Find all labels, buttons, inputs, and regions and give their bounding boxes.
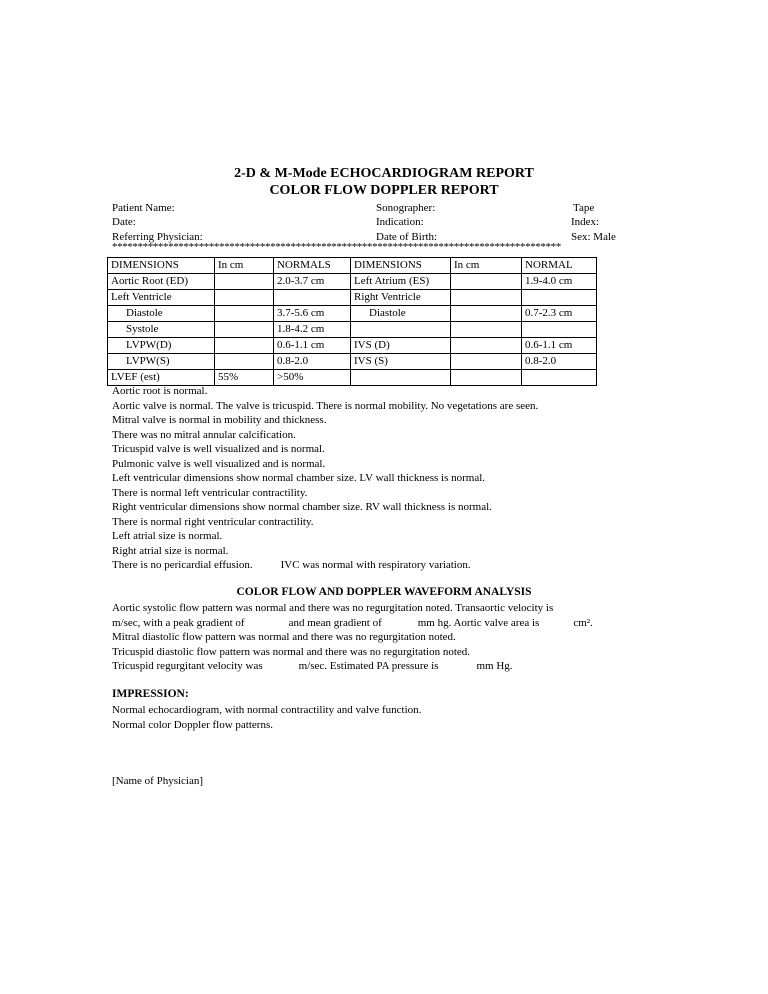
impression-heading: IMPRESSION: [112,688,189,700]
table-header-cell: DIMENSIONS [108,258,215,274]
sex-label: Sex: Male [571,231,616,243]
doppler-text: and mean gradient of [288,616,382,629]
doppler-text: cm². [573,616,593,629]
impression-line: Normal echocardiogram, with normal contractility and valve function. [112,704,422,716]
table-cell: 0.6-1.1 cm [522,338,597,354]
table-cell [522,322,597,338]
table-cell: LVPW(S) [108,354,215,370]
table-cell [451,274,522,290]
doppler-text: Tricuspid regurgitant velocity was [112,660,263,672]
table-row [108,274,597,290]
pericardial-finding: There is no pericardial effusion. [112,559,253,571]
table-cell [215,354,274,370]
table-row [108,306,597,322]
table-cell: Left Ventricle [108,290,215,306]
doppler-line: Tricuspid diastolic flow pattern was normal and there was no regurgitation noted. [112,645,471,658]
table-cell [215,322,274,338]
physician-signature: [Name of Physician] [112,775,204,787]
table-cell: 0.6-1.1 cm [274,338,351,354]
table-cell [451,306,522,322]
doppler-line [112,659,672,674]
doppler-section-heading: COLOR FLOW AND DOPPLER WAVEFORM ANALYSIS [236,586,532,598]
finding-line: Aortic root is normal. [112,385,208,397]
table-cell [351,322,451,338]
table-header-cell: NORMALS [274,258,351,274]
finding-line: There was no mitral annular calcification. [112,428,296,441]
table-cell: 55% [215,370,274,386]
date-label: Date: [112,216,136,228]
sonographer-label: Sonographer: [376,202,436,214]
table-row [108,354,597,370]
table-cell [451,322,522,338]
table-row [108,290,597,306]
table-cell: 3.7-5.6 cm [274,306,351,322]
ivc-finding: IVC was normal with respiratory variation. [280,559,471,571]
indication-label: Indication: [376,216,424,228]
table-cell [522,290,597,306]
table-cell [215,306,274,322]
table-row [108,338,597,354]
finding-line: Aortic valve is normal. The valve is tricuspid. There is normal mobility. No vegetations are seen. [112,399,539,412]
table-cell [274,290,351,306]
table-cell: LVPW(D) [108,338,215,354]
doppler-line: Mitral diastolic flow pattern was normal and there was no regurgitation noted. [112,631,456,643]
doppler-line: Aortic systolic flow pattern was normal and there was no regurgitation noted. Transaortic velocity is [112,602,554,614]
table-cell [215,290,274,306]
doppler-findings [112,601,672,674]
table-cell: Diastole [351,306,451,322]
table-header-cell: In cm [451,258,522,274]
separator-stars: **************************************************************************************** [112,241,561,253]
date-of-birth-label: Date of Birth: [376,231,438,243]
finding-line: Right atrial size is normal. [112,544,229,557]
report-title: 2-D & M-Mode ECHOCARDIOGRAM REPORT [234,166,534,181]
table-cell: 2.0-3.7 cm [274,274,351,290]
dimensions-table [107,257,597,386]
table-cell [215,338,274,354]
finding-line: Left ventricular dimensions show normal chamber size. LV wall thickness is normal. [112,472,486,484]
table-cell: IVS (S) [351,354,451,370]
table-cell: 0.7-2.3 cm [522,306,597,322]
table-cell: 0.8-2.0 [274,354,351,370]
finding-line: Tricuspid valve is well visualized and is normal. [112,443,325,455]
table-cell: IVS (D) [351,338,451,354]
table-cell: Right Ventricle [351,290,451,306]
table-cell: 1.9-4.0 cm [522,274,597,290]
finding-line-last [112,558,538,573]
patient-name-label: Patient Name: [112,202,175,214]
tape-label: Tape [573,202,595,214]
finding-line: Left atrial size is normal. [112,530,223,542]
doppler-line [112,616,672,631]
index-label: Index: [571,216,600,228]
table-cell: >50% [274,370,351,386]
referring-physician-label: Referring Physician: [112,231,203,243]
doppler-text: mm hg. Aortic valve area is [417,616,540,629]
table-cell [451,338,522,354]
table-cell [451,290,522,306]
table-cell: Aortic Root (ED) [108,274,215,290]
table-header-cell: In cm [215,258,274,274]
finding-line: There is normal left ventricular contractility. [112,486,308,499]
doppler-text: m/sec, with a peak gradient of [112,616,245,629]
report-subtitle: COLOR FLOW DOPPLER REPORT [269,183,499,198]
finding-line: There is normal right ventricular contractility. [112,515,314,528]
table-cell [215,274,274,290]
table-cell: Systole [108,322,215,338]
impression-line: Normal color Doppler flow patterns. [112,718,273,731]
doppler-text: m/sec. Estimated PA pressure is [298,660,439,672]
findings-list [112,384,538,573]
table-cell: Left Atrium (ES) [351,274,451,290]
table-cell: 0.8-2.0 [522,354,597,370]
table-header-row [108,258,597,274]
table-cell: 1.8-4.2 cm [274,322,351,338]
table-cell [451,354,522,370]
doppler-text: mm Hg. [476,660,513,672]
table-cell: Diastole [108,306,215,322]
finding-line: Mitral valve is normal in mobility and thickness. [112,414,327,426]
table-header-cell: DIMENSIONS [351,258,451,274]
table-header-cell: NORMAL [522,258,597,274]
finding-line: Pulmonic valve is well visualized and is normal. [112,457,326,470]
impression-text [112,703,421,732]
table-row [108,322,597,338]
table-cell: LVEF (est) [108,370,215,386]
finding-line: Right ventricular dimensions show normal chamber size. RV wall thickness is normal. [112,501,492,513]
